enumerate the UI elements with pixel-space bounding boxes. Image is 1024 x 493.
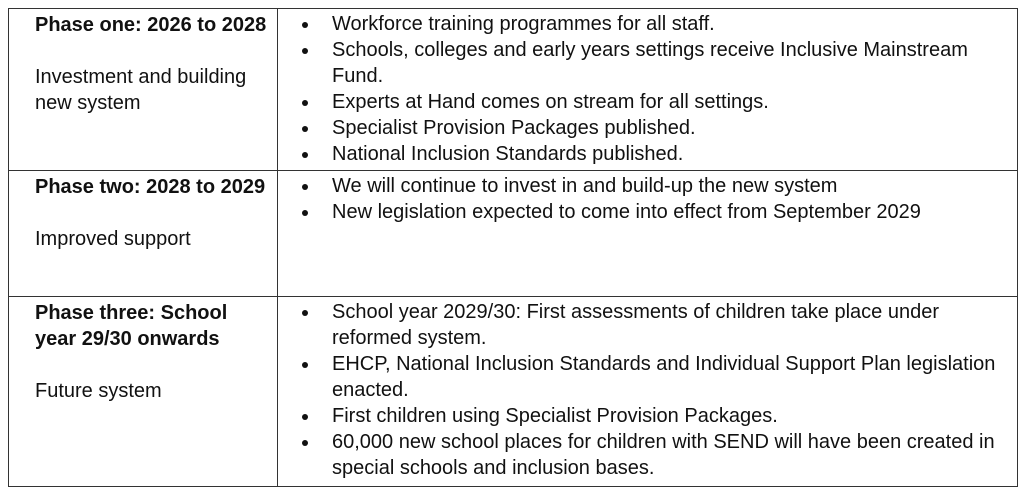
- list-item-text: Schools, colleges and early years settings receive Inclusive Mainstream Fund.: [332, 39, 968, 87]
- list-item: [298, 11, 1007, 37]
- bullet-icon: [302, 100, 308, 106]
- list-item: [298, 37, 1007, 89]
- phase-subtitle: Investment and building new system: [35, 66, 247, 114]
- list-item: [298, 299, 1007, 351]
- phase-subtitle: Future system: [35, 380, 162, 402]
- list-item-text: We will continue to invest in and build-up the new system: [332, 175, 838, 197]
- phase-details-cell: [278, 171, 1017, 296]
- phase-title: Phase three: School year 29/30 onwards: [35, 302, 228, 350]
- bullet-icon: [302, 310, 308, 316]
- list-item-text: EHCP, National Inclusion Standards and Individual Support Plan legislation enacted.: [332, 353, 996, 401]
- list-item-text: 60,000 new school places for children with SEND will have been created in special schools and inclusion bases.: [332, 431, 995, 479]
- bullet-icon: [302, 184, 308, 190]
- list-item-text: Workforce training programmes for all staff.: [332, 13, 715, 35]
- phases-table: [8, 8, 1018, 487]
- phase-label-cell: [9, 297, 278, 486]
- phase-label-cell: [9, 171, 278, 296]
- bullet-icon: [302, 22, 308, 28]
- list-item: [298, 89, 1007, 115]
- list-item-text: First children using Specialist Provision Packages.: [332, 405, 778, 427]
- bullet-icon: [302, 126, 308, 132]
- phase-details-cell: [278, 297, 1017, 486]
- bullet-icon: [302, 210, 308, 216]
- list-item: [298, 115, 1007, 141]
- list-item-text: Specialist Provision Packages published.: [332, 117, 696, 139]
- bullet-icon: [302, 362, 308, 368]
- list-item: [298, 429, 1007, 481]
- bullet-list: [298, 11, 1007, 167]
- phase-subtitle: Improved support: [35, 228, 191, 250]
- bullet-icon: [302, 48, 308, 54]
- list-item-text: Experts at Hand comes on stream for all settings.: [332, 91, 769, 113]
- table-row-phase-three: [9, 297, 1017, 486]
- bullet-list: [298, 299, 1007, 481]
- list-item-text: New legislation expected to come into effect from September 2029: [332, 201, 921, 223]
- list-item: [298, 351, 1007, 403]
- list-item: [298, 199, 1007, 225]
- phase-label-cell: [9, 9, 278, 170]
- table-row-phase-one: [9, 9, 1017, 171]
- bullet-icon: [302, 152, 308, 158]
- list-item: [298, 141, 1007, 167]
- phase-title: Phase one: 2026 to 2028: [35, 14, 267, 36]
- list-item-text: School year 2029/30: First assessments of children take place under reformed system.: [332, 301, 939, 349]
- phase-title: Phase two: 2028 to 2029: [35, 176, 266, 198]
- list-item-text: National Inclusion Standards published.: [332, 143, 684, 165]
- bullet-icon: [302, 440, 308, 446]
- list-item: [298, 403, 1007, 429]
- bullet-icon: [302, 414, 308, 420]
- bullet-list: [298, 173, 1007, 225]
- table-row-phase-two: [9, 171, 1017, 297]
- phase-details-cell: [278, 9, 1017, 170]
- list-item: [298, 173, 1007, 199]
